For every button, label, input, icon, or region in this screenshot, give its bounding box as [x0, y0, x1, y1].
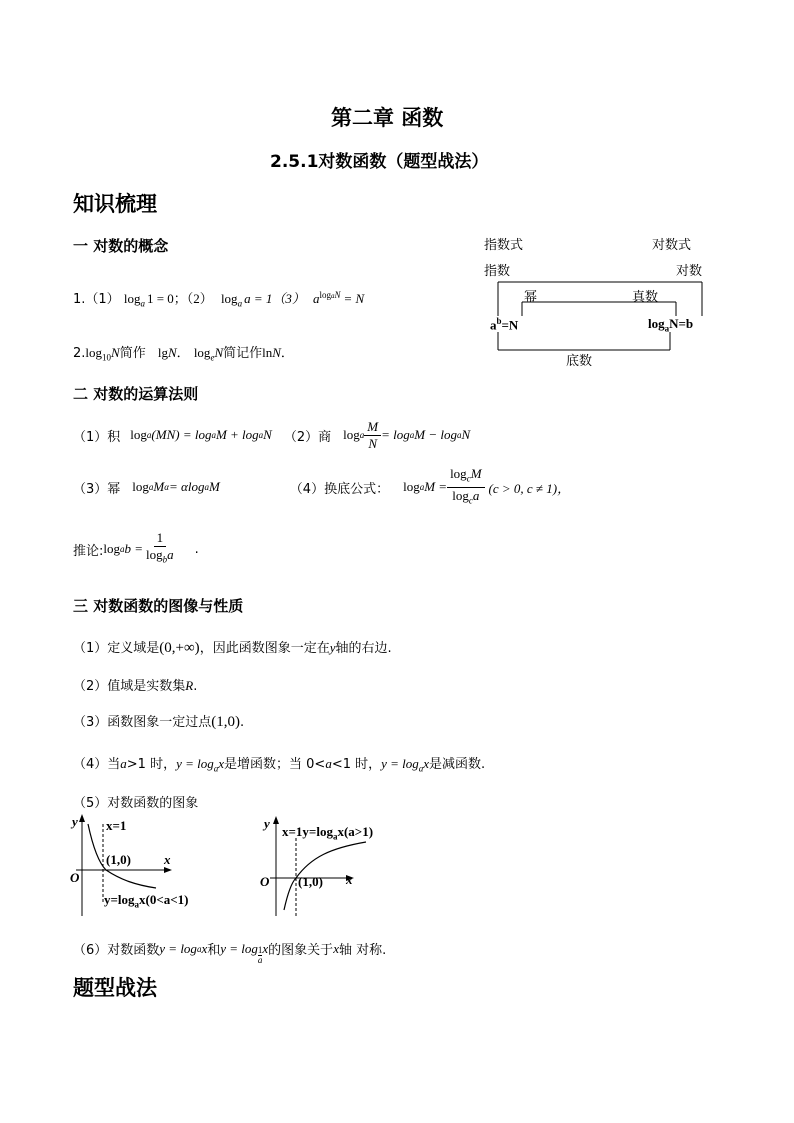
concept-line-1: 1.（1） $\log_a 1 = 0$；（2） $\log_a a = 1(3) a^{logaN} = N$	[73, 289, 365, 309]
property-4: （4）当a>1 时，$y = \log_ax$是增函数；当 0<a<1 时，$y = \log_ax$是减函数.	[73, 756, 486, 774]
label-power: 幂	[524, 290, 538, 305]
heading-log-rules: 二 对数的运算法则	[73, 385, 199, 403]
heading-knowledge: 知识梳理	[73, 192, 157, 216]
label-exp-eq: $a^b=N$	[490, 316, 519, 333]
concept-line-2: $2.\log_{10}N$简作 lgN． $\log_eN$简记作lnN．	[73, 345, 294, 363]
label-log-form: 对数式	[652, 238, 692, 253]
property-6: （6）对数函数 y = log a x 和 y = log 1 a x 的图象关于 x 轴 对称.	[73, 940, 387, 965]
chapter-title: 第二章 函数	[331, 106, 444, 130]
heading-question-types: 题型战法	[73, 976, 157, 1000]
label-base: 底数	[566, 354, 593, 369]
property-1: （1）定义域是(0,+∞)，因此函数图象一定在y轴的右边.	[73, 640, 392, 656]
heading-log-concept: 一 对数的概念	[73, 237, 169, 255]
exp-log-diagram	[480, 228, 720, 373]
section-subtitle: 2.5.1对数函数（题型战法）	[270, 152, 489, 172]
label-exponent: 指数	[484, 264, 511, 279]
label-log-eq: $\log_aN=b$	[648, 316, 694, 334]
graph-decreasing: y x=1 (1,0) O x $y=\log_ax(0<a<1)$	[70, 814, 189, 910]
label-true-number: 真数	[632, 290, 659, 305]
graph-increasing: y $x=1y=\log_ax(a>1)$ O (1,0) x	[256, 812, 406, 922]
heading-log-graph: 三 对数函数的图像与性质	[73, 597, 244, 615]
property-5: （5）对数函数的图象	[73, 796, 199, 811]
rule-product-quotient: （1）积 log a (MN) = log a M + log a N （2）商 log a $\frac{M}{N}$ = log a M − log a N	[73, 418, 471, 451]
property-3: （3）函数图象一定过点(1,0).	[73, 714, 245, 730]
rule-inference: 推论: log a b = $\frac{1}{\log_ba}$ .	[73, 530, 199, 565]
label-logarithm: 对数	[676, 264, 703, 279]
label-exp-form: 指数式	[484, 238, 524, 253]
property-2: （2）值域是实数集R.	[73, 678, 198, 694]
rule-power-change-base: （3）幂 log a M α = αlog a M （4）换底公式： log a M = $\frac{\log_cM}{\log_ca}$ (c > 0, c ≠ 1)，	[73, 465, 571, 506]
